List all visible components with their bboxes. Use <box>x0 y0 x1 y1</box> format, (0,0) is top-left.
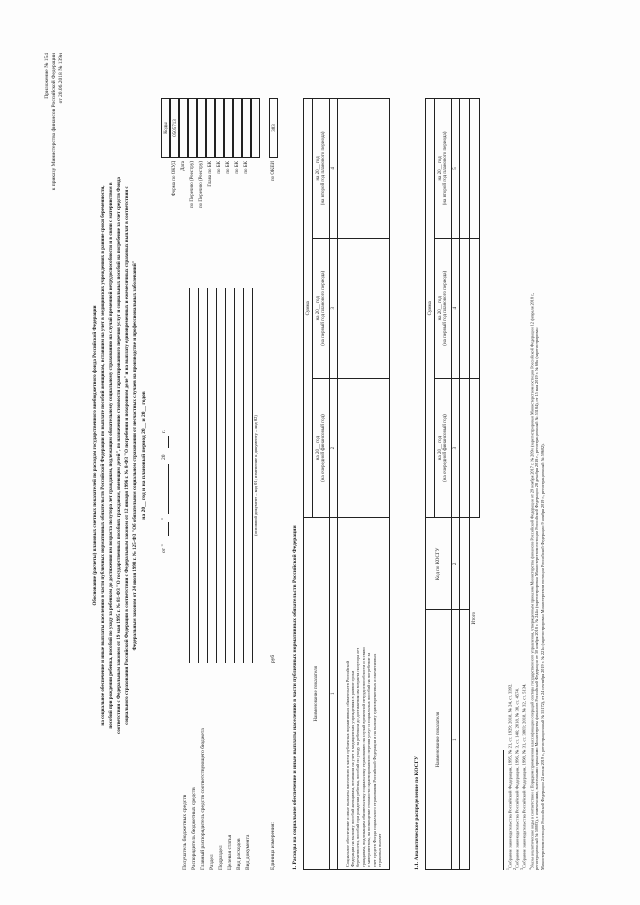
s1-row-description <box>338 518 390 870</box>
title-period: на 20__ год и на плановый период 20__ и 20__ годов <box>141 391 147 520</box>
order-date: от 20.06.2018 № 139н <box>58 53 64 104</box>
field-recipient-line[interactable] <box>189 288 190 663</box>
s1-row-line-4: гражданам, подлежащим обязательному социальному страхованию на случай временной нетрудоспособности и в связи <box>360 647 366 867</box>
chapter-code-cell <box>206 98 215 158</box>
s11-row-1-year-2[interactable] <box>460 238 470 378</box>
s1-value-year-1[interactable] <box>338 378 390 518</box>
okei-code-value: 383 <box>271 124 277 132</box>
year-suffix: г. <box>161 429 167 433</box>
s11-year-1-label: на 20__ год <box>438 435 443 461</box>
appendix-number: Приложение № 154 <box>44 53 50 99</box>
s11-year-2-label: на 20__ год <box>438 296 443 321</box>
field-section-line[interactable] <box>216 288 217 663</box>
s11-colnum-5: 5 <box>452 99 460 239</box>
s1-value-year-3[interactable] <box>338 99 390 239</box>
order-reference: к приказу Министерства финансов Российской Федерации <box>51 53 57 191</box>
code-label-registry-1: по Перечню (Реестру) <box>190 161 195 209</box>
s1-row-line-6: счет средств Фонда социального страхования Российской Федерации и на выплату единовременных и ежемесячных <box>371 653 377 867</box>
okei-code-cell <box>269 98 278 158</box>
title-line-3: пособий при рождении ребенка, пособий по уходу за ребенком до достижения им возраста полутора лет гражданам, подлежащим обязательному социальному страхованию на случай временной нетрудоспособности и в связи с материнством в <box>109 182 114 729</box>
codes-header: Коды <box>163 122 169 134</box>
footnote-3: $^3$Собрание законодательства Российской Федерации, 1998, № 31, ст. 3803; 2018, № 32, ст. 5134. <box>520 683 527 870</box>
codes-header-cell <box>161 98 170 158</box>
unit-label: Единица измерения: <box>270 822 276 870</box>
footnote-2-text: Собрание законодательства Российской Федерации, 1996, № 3, ст. 146; 2018, № 30, ст. 4574. <box>514 688 520 869</box>
s1-year-3-label: на 20__ год <box>316 156 321 181</box>
code-label-bk-2: по БК <box>226 161 231 174</box>
s11-colnum-2: 2 <box>452 518 460 610</box>
field-chief-manager-label: Главный распорядитель средств соответствующего бюджета <box>200 728 206 870</box>
s11-total-year-3[interactable] <box>470 99 480 239</box>
s11-row-1-name[interactable] <box>460 610 470 870</box>
s11-total-year-2[interactable] <box>470 238 480 378</box>
section11-table <box>425 98 480 870</box>
s11-colnum-3: 3 <box>452 378 460 518</box>
code-label-okei: по ОКЕИ <box>271 161 276 182</box>
s11-total-code-spacer <box>470 518 480 610</box>
footnote-1: $^1$Собрание законодательства Российской Федерации, 1995, № 21, ст. 1929; 2018, № 24, ст. 3392. <box>506 683 513 870</box>
s11-row-1-year-1[interactable] <box>460 378 470 518</box>
form-code-value: 0505713 <box>172 119 178 137</box>
s11-col-year-3 <box>435 99 452 239</box>
code-label-form: Форма по ОКУД <box>172 161 177 197</box>
field-subsection-label: Подраздел <box>218 845 224 870</box>
rotated-form <box>35 23 605 888</box>
bk-code-cell-3 <box>233 98 242 158</box>
doc-type-caption: (основной документ – код 01; изменение к документу – код 02) <box>253 415 258 536</box>
s11-year-3-label: на 20__ год <box>438 156 443 181</box>
date-code-cell <box>179 98 188 158</box>
s11-total-year-1[interactable] <box>470 378 480 518</box>
unit-value: руб <box>270 654 276 663</box>
code-label-bk-4: по БК <box>244 161 249 174</box>
s1-year-1-caption: (на очередной финансовый год) <box>321 414 326 482</box>
year-prefix: 20 <box>161 454 167 460</box>
s1-colnum-3: 3 <box>330 238 338 378</box>
s11-year-2-caption: (на первый год планового периода) <box>443 270 448 346</box>
title-line-1: Обоснование (расчеты) плановых сметных показателей по расходам государственного внебюджетного фонда Российской Федерации <box>93 305 98 606</box>
field-expense-type-line[interactable] <box>243 288 244 663</box>
bk-code-cell-4 <box>242 98 251 158</box>
s1-col-year-3 <box>313 99 330 239</box>
field-doc-type-label: Вид документа <box>245 834 251 870</box>
s1-year-1-label: на 20__ год <box>316 435 321 461</box>
date-from: от " <box>161 544 167 553</box>
s11-row-1-year-3[interactable] <box>460 99 470 239</box>
registry-code-cell-1 <box>188 98 197 158</box>
footnote-separator <box>503 750 504 870</box>
field-section-label: Раздел <box>209 854 215 870</box>
footnote-2: $^2$Собрание законодательства Российской Федерации, 1996, № 3, ст. 146; 2018, № 30, ст. 4574. <box>513 688 520 870</box>
s11-colnum-1: 1 <box>452 610 460 870</box>
s1-row-line-5: с материнством, на возмещение стоимости гарантированного перечня услуг и социальных пособий на погребение за <box>366 652 372 867</box>
field-chief-manager-line[interactable] <box>207 288 208 663</box>
s11-col-name: Наименование показателя <box>426 610 452 870</box>
s1-year-2-caption: (на первый год планового периода) <box>321 270 326 346</box>
code-label-bk-3: по БК <box>235 161 240 174</box>
s11-total-label: Итого <box>472 611 478 625</box>
s11-col-code: Код по КОСГУ <box>426 518 452 610</box>
s1-colnum-4: 4 <box>330 99 338 239</box>
section11-title: 1.1. Аналитическое распределение по КОСГУ <box>414 755 420 870</box>
s1-year-2-label: на 20__ год <box>316 296 321 321</box>
field-manager-line[interactable] <box>198 288 199 663</box>
s1-col-sum: Сумма <box>304 99 313 518</box>
s1-value-year-2[interactable] <box>338 238 390 378</box>
year-blank <box>168 436 169 448</box>
s11-year-1-caption: (на очередной финансовый год) <box>443 414 448 482</box>
date-quote-close: " <box>161 517 167 520</box>
s1-row-line-2: Федерации на выплату пособий женщинам, вставшим на учет в медицинских учреждениях в ранние сроки <box>350 670 356 867</box>
s11-row-1-code[interactable] <box>460 518 470 610</box>
s11-col-year-1 <box>435 378 452 518</box>
registry-code-cell-2 <box>197 98 206 158</box>
s1-col-year-1 <box>313 378 330 518</box>
field-expense-type-label: Вид расходов <box>236 838 242 870</box>
footnote-1-text: Собрание законодательства Российской Федерации, 1995, № 21, ст. 1929; 2018, № 24, ст. 3392. <box>507 683 513 869</box>
s11-year-3-caption: (на второй год планового периода) <box>443 131 448 206</box>
code-label-bk-1: по БК <box>217 161 222 174</box>
bk-code-cell-2 <box>224 98 233 158</box>
footnote-4-cont-1: регистрационный № 50003), с изменениями, внесенными приказами Министерства финансов Российской Федерации от 30 ноября 2018 г. № 244н (зарегистрирован Министерством юстиции Российской Федерации 28 декабря 2018 г., регистрационный № 53184), от 15 мая 2019 г. № 68н (зарегистрирован <box>534 327 539 870</box>
doc-type-code-cell <box>251 98 260 158</box>
bk-code-cell-1 <box>215 98 224 158</box>
s1-year-3-caption: (на второй год планового периода) <box>321 131 326 206</box>
month-blank <box>168 464 169 514</box>
section1-title: 1. Расходы на социальное обеспечение и иные выплаты населению в части публичных нормативных обязательств Российской Федерации <box>292 525 298 870</box>
footnote-4-text: Указы аналитические коды в соответствии с Порядком применения классификации операций сектора государственного управления, утвержденным приказом Министерства финансов Российской Федерации от 29 ноября 2017 г. № 209н (зарегистрирован Министерством юстиции Российской Федерации 12 февраля 2018 г., <box>529 292 535 869</box>
footnote-4-cont-2: Министерством юстиции Российской Федерации 24 июня 2019 г., регистрационный № 55172), от 24 сентября 2019 г. № 221н (зарегистрирован Министерством юстиции Российской Федерации 9 ноября 2019 г., регистрационный № 59602). <box>540 443 545 870</box>
s1-col-name: Наименование показателя <box>304 518 330 870</box>
s11-col-year-2 <box>435 238 452 378</box>
title-line-5: социального страхования Российской Федерации в соответствии с Федеральным законом от 12 января 1996 г. № 8-ФЗ "О погребении и похоронном деле" и на выплату единовременных и ежемесячных страховых выплат в соответствии с <box>125 186 130 725</box>
title-line-2: на социальное обеспечение и иные выплаты населению в части публичных нормативных обязательств Российской Федерации по выплате пособий женщинам, вставшим на учет в медицинских учреждениях в ранние сроки беременности, <box>101 185 106 726</box>
title-line-6: Федеральным законом от 24 июля 1998 г. № 125-ФЗ "Об обязательном социальном страховании от несчастных случаев на производстве и профессиональных заболеваний" <box>133 260 138 651</box>
field-target-label: Целевая статья <box>227 834 233 870</box>
code-label-date: Дата <box>181 161 186 171</box>
s1-row-line-3: беременности, пособий при рождении ребенка, пособий по уходу за ребенком до достижения им возраста полутора лет <box>355 647 361 867</box>
section1-table <box>303 98 390 870</box>
title-line-4: соответствии с Федеральным законом от 19 мая 1995 г. № 81-ФЗ "О государственных пособиях гражданам, имеющим детей", по назначению стоимости гарантированного перечня услуг и социальных пособий на погребение за счет средств Фонда <box>117 177 122 734</box>
s11-col-sum: Сумма <box>426 99 435 518</box>
code-label-chapter: Глава по БК <box>208 161 213 187</box>
s1-row-line-1: Социальное обеспечение и иные выплаты населению в части публичных нормативных обязательств Российской <box>344 660 350 867</box>
form-code-cell <box>170 98 179 158</box>
field-manager-label: Распорядитель бюджетных средств <box>191 787 197 870</box>
s11-colnum-4: 4 <box>452 238 460 378</box>
field-recipient-label: Получатель бюджетных средств <box>182 794 188 870</box>
footnote-4: $^4$Указы аналитические коды в соответствии с Порядком применения классификации операций сектора государственного управления, утвержденным приказом Министерства финансов Российской Федерации от 29 ноября 2017 г. № 209н (зарегистрирован Министерством юстиции Российской Федерации 12 февраля 2018 г., <box>528 292 535 870</box>
s1-col-year-2 <box>313 238 330 378</box>
s1-colnum-2: 2 <box>330 378 338 518</box>
footnote-3-text: Собрание законодательства Российской Федерации, 1998, № 31, ст. 3803; 2018, № 32, ст. 5134. <box>521 683 527 869</box>
s1-colnum-1: 1 <box>330 518 338 870</box>
code-label-registry-2: по Перечню (Реестру) <box>199 161 204 209</box>
s1-row-line-7: страховых выплат <box>376 833 382 867</box>
field-subsection-line[interactable] <box>225 288 226 663</box>
day-blank <box>168 522 169 536</box>
field-target-line[interactable] <box>234 288 235 663</box>
